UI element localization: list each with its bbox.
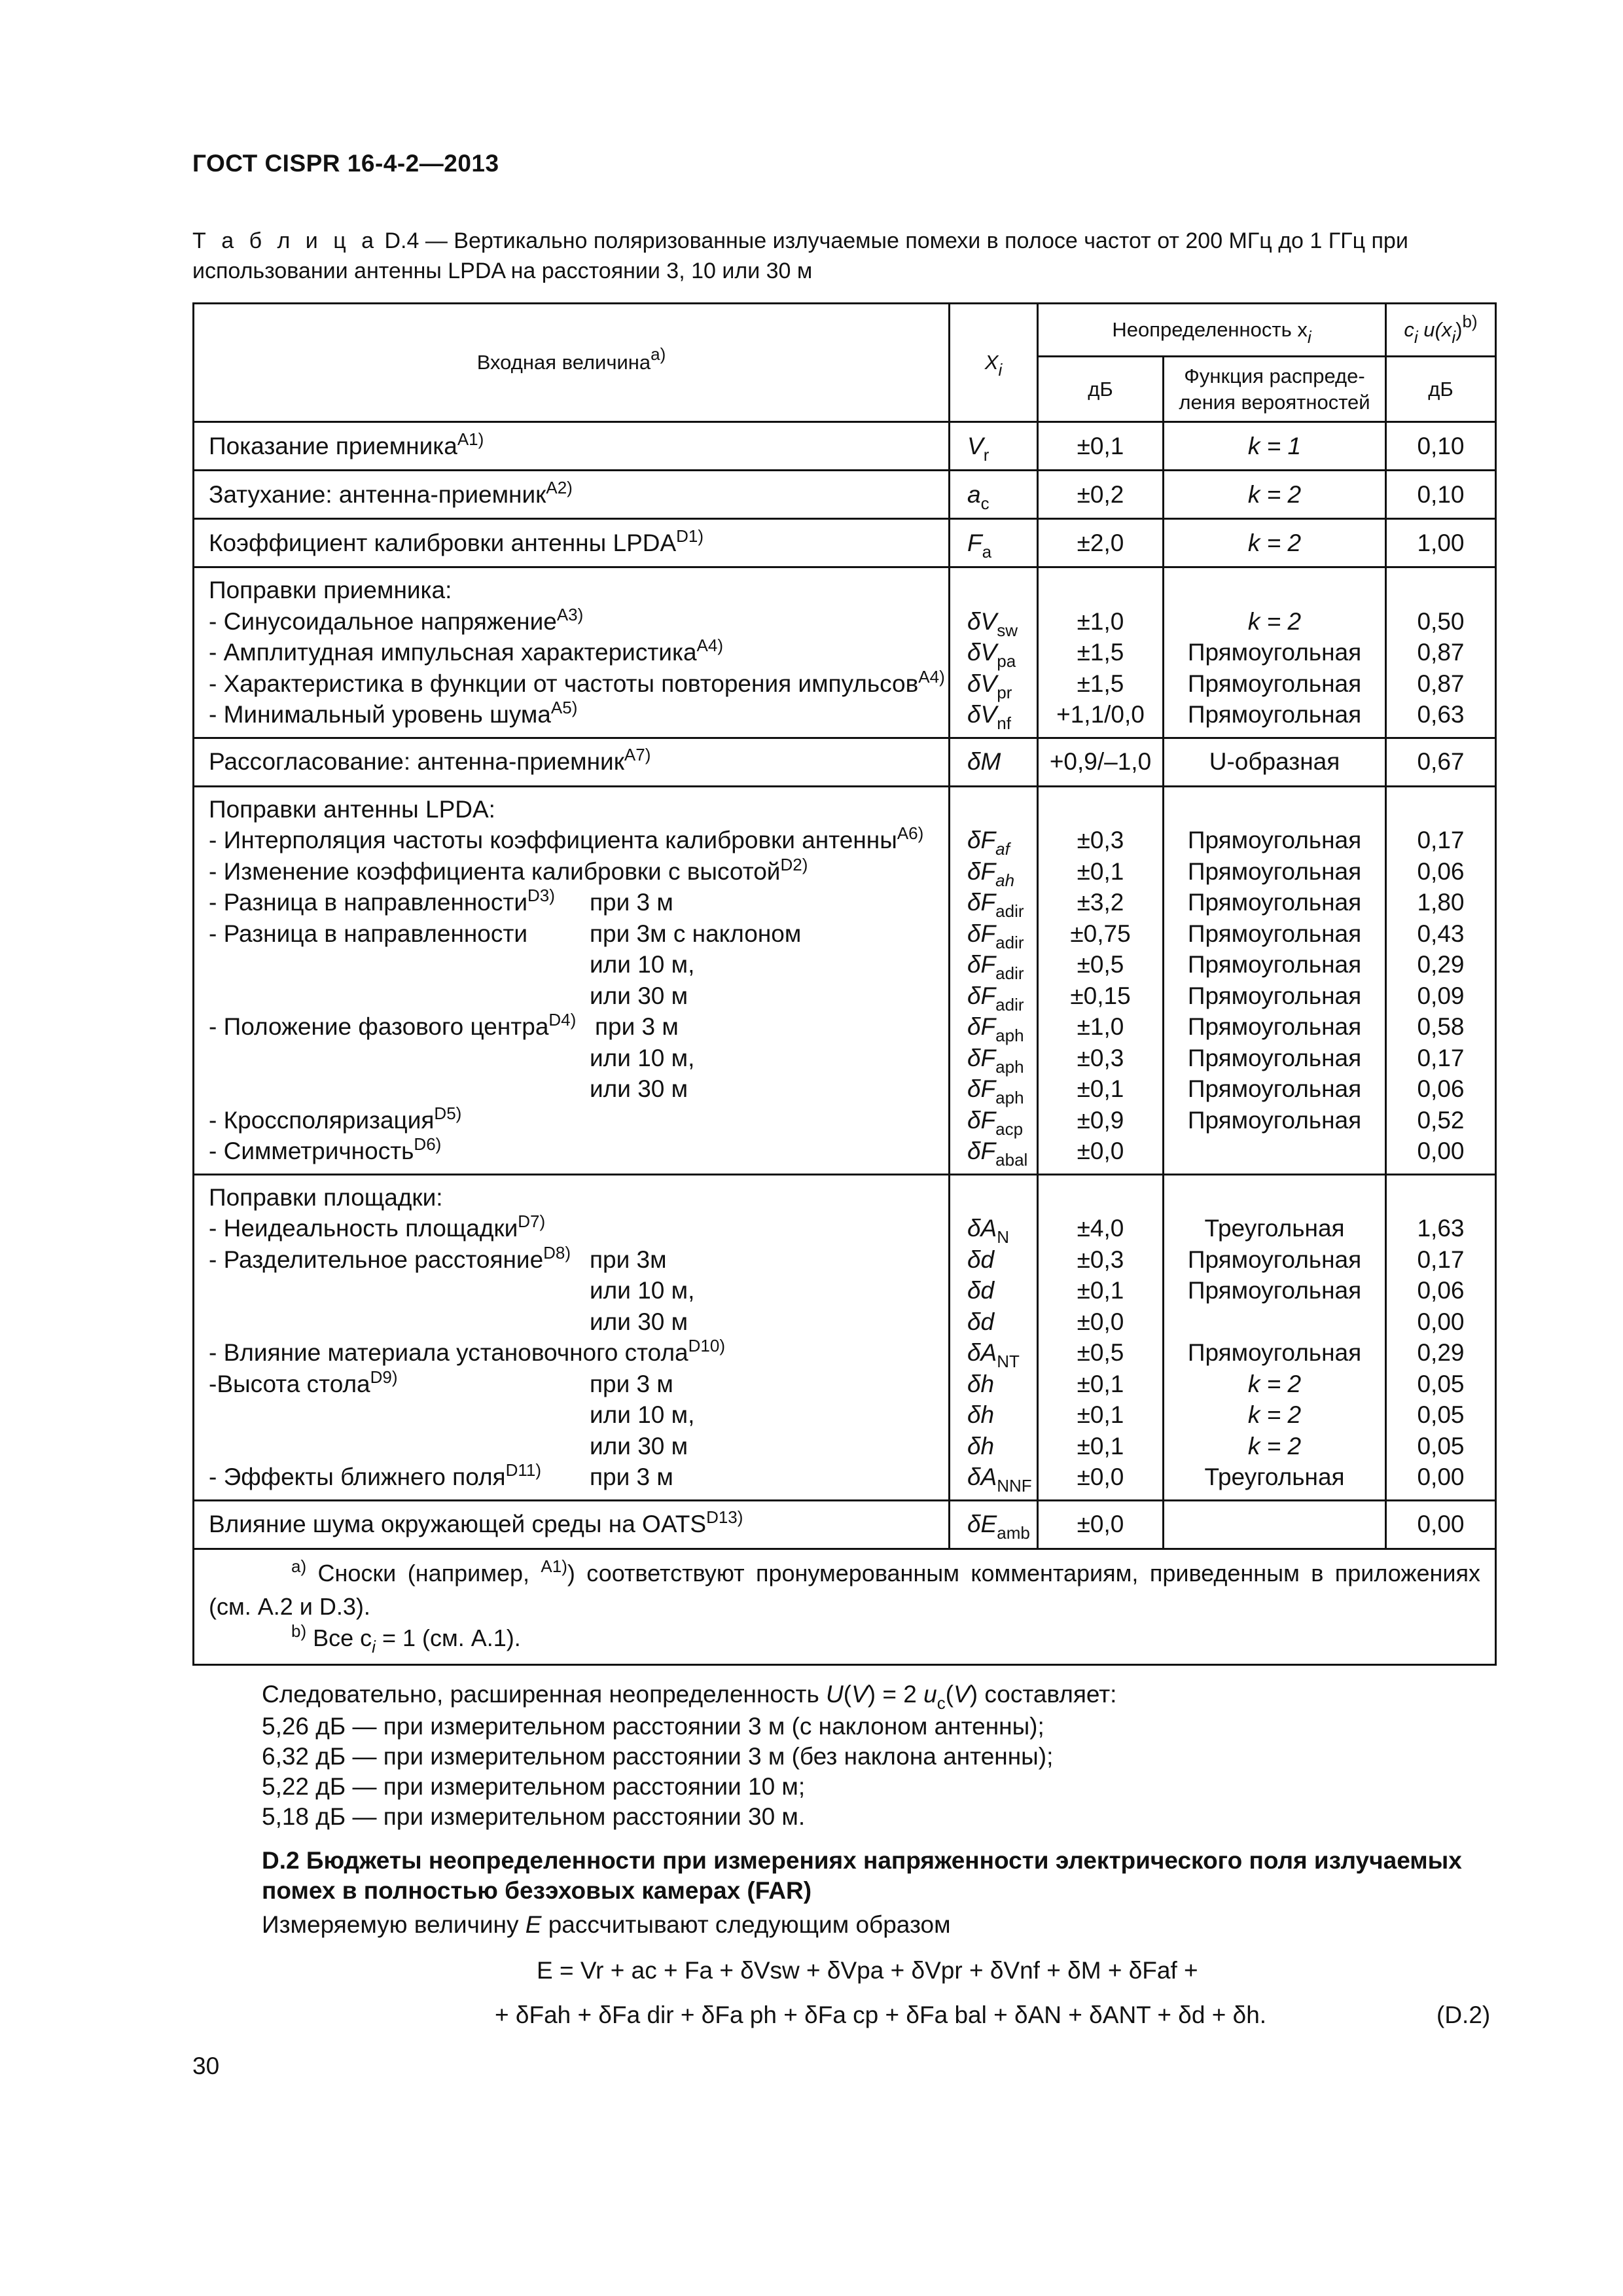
formula-number: (D.2) <box>1436 2001 1491 2028</box>
table-row-site: Поправки площадки: - Неидеальность площадки$^{D7)}$ - Разделительное расстояние$^{D8)}$ при 3м или 10 м, или 30 м - Влияние материала установочного стола$^{D10)}$ -Высота стола$^{D9)}$ при 3 м или 10 м, или 30 м - Эффекты ближнего поля$^{D11)}$ при 3 м $\delta A_N$ δd δd δd $\delta A_{NT}$ δh δh δh $\delta A_{NNF}$ ±4,0 ±0,3 ±0,1 ±0,0 ±0,5 ±0,1 ±0,1 ±0,1 ±0,0 Треугольная Прямоугольная Прямоугольная Прямоугольная k = 2 k = 2 k = 2 Треугольная 1,63 0,17 0,06 0,00 0,29 0,05 0,05 0,05 0,00 <box>194 1174 1496 1500</box>
table-row: Влияние шума окружающей среды на $OATS^{D13)}$ $\delta E_{amb}$ ±0,0 0,00 <box>194 1500 1496 1549</box>
header-db: дБ <box>1038 357 1164 422</box>
caption-text: D.4 — Вертикально поляризованные излучаемые помехи в полосе частот от 200 МГц до 1 ГГц при использовании антенны LPDA на расстоянии 3, 10 или 30 м <box>192 228 1408 283</box>
uncertainty-table <box>192 302 1497 1666</box>
header-xi: $X_i$ <box>950 304 1038 422</box>
header-ci-u: $c_i$ $u(x_i)^{b)}$ <box>1386 304 1496 357</box>
table-row-receiver: Поправки приемника: - Синусоидальное напряжение$^{А3)}$ - Амплитудная импульсная характеристика$^{А4)}$ - Характеристика в функции от частоты повторения импульсов$^{А4)}$ - Минимальный уровень шума$^{А5)}$ $\delta V_{sw}$ $\delta V_{pa}$ $\delta V_{pr}$ $\delta V_{nf}$ ±1,0 ±1,5 ±1,5 +1,1/0,0 k = 2 Прямоугольная Прямоугольная Прямоугольная 0,50 0,87 0,87 0,63 <box>194 567 1496 738</box>
section-heading: D.2 Бюджеты неопределенности при измерениях напряженности электрического поля излучаемых помех в полностью безэховых камерах (FAR) <box>262 1847 1462 1904</box>
expanded-uncertainty-text: Следовательно, расширенная неопределенность U(V) = 2 $u_c(V)$ составляет: 5,26 дБ — при измерительном расстоянии 3 м (с наклоном антенны); 6,32 дБ — при измерительном расстоянии 3 м (без наклона антенны); 5,22 дБ — при измерительном расстоянии 10 м; 5,18 дБ — при измерительном расстоянии 30 м. <box>262 1681 1117 1830</box>
caption-label: Т а б л и ц а <box>192 228 379 253</box>
table-row-lpda: Поправки антенны LPDA: - Интерполяция частоты коэффициента калибровки антенны$^{А6)}$ - Изменение коэффициента калибровки с высотой$^{D2)}$ - Разница в направленности$^{D3)}$ при 3 м - Разница в направленности при 3м с наклоном или 10 м, или 30 м - Положение фазового центра$^{D4)}$ при 3 м или 10 м, или 30 м - Кроссполяризация$^{D5)}$ - Симметричность$^{D6)}$ $\delta F_{af}$ $\delta F_{ah}$ $\delta F_{adir}$ $\delta F_{adir}$ $\delta F_{adir}$ $\delta F_{adir}$ $\delta F_{aph}$ $\delta F_{aph}$ $\delta F_{aph}$ $\delta F_{acp}$ $\delta F_{abal}$ ±0,3 ±0,1 ±3,2 ±0,75 ±0,5 ±0,15 ±1,0 ±0,3 ±0,1 ±0,9 ±0,0 Прямоугольная Прямоугольная Прямоугольная Прямоугольная Прямоугольная Прямоугольная Прямоугольная Прямоугольная Прямоугольная Прямоугольная 0,17 0,06 1,80 0,43 0,29 0,09 0,58 0,17 0,06 0,52 0,00 <box>194 786 1496 1174</box>
table-row: Показание приемника$^{А1)}$ $V_r$ ±0,1 k = 1 0,10 <box>194 422 1496 471</box>
header-distribution: Функция распреде-ления вероятностей <box>1164 357 1386 422</box>
table-footnotes: $^{а)}$ Сноски (например, $^{А1)}$) соответствуют пронумерованным комментариям, приведенным в приложениях (см. А.2 и D.3). $^{b)}$ Все $c_i = 1$ (см. А.1). <box>194 1549 1496 1664</box>
table-row: Затухание: антенна-приемник$^{А2)}$ $a_c$ ±0,2 k = 2 0,10 <box>194 471 1496 519</box>
formula-line-1: E = Vr + ac + Fa + δVsw + δVpa + δVpr + δVnf + δM + δFaf + <box>537 1957 1198 1984</box>
header-input-quantity: Входная величина$^{а)}$ <box>194 304 950 422</box>
table-caption <box>192 226 1493 286</box>
formula-line-2: + δFah + δFa dir + δFa ph + δFa cp + δFa bal + δAN + δANT + δd + δh. <box>495 2001 1267 2028</box>
document-title: ГОСТ CISPR 16-4-2—2013 <box>192 150 499 177</box>
table-row: Рассогласование: антенна-приемник$^{А7)}$ δM +0,9/–1,0 U-образная 0,67 <box>194 738 1496 786</box>
page-number: 30 <box>192 2053 220 2079</box>
section-paragraph: Измеряемую величину E рассчитывают следующим образом <box>262 1911 951 1938</box>
header-db-2: дБ <box>1386 357 1496 422</box>
header-uncertainty: Неопределенность $x_i$ <box>1038 304 1386 357</box>
table-row: Коэффициент калибровки антенны $LPDA^{D1)}$ $F_a$ ±2,0 k = 2 1,00 <box>194 519 1496 567</box>
